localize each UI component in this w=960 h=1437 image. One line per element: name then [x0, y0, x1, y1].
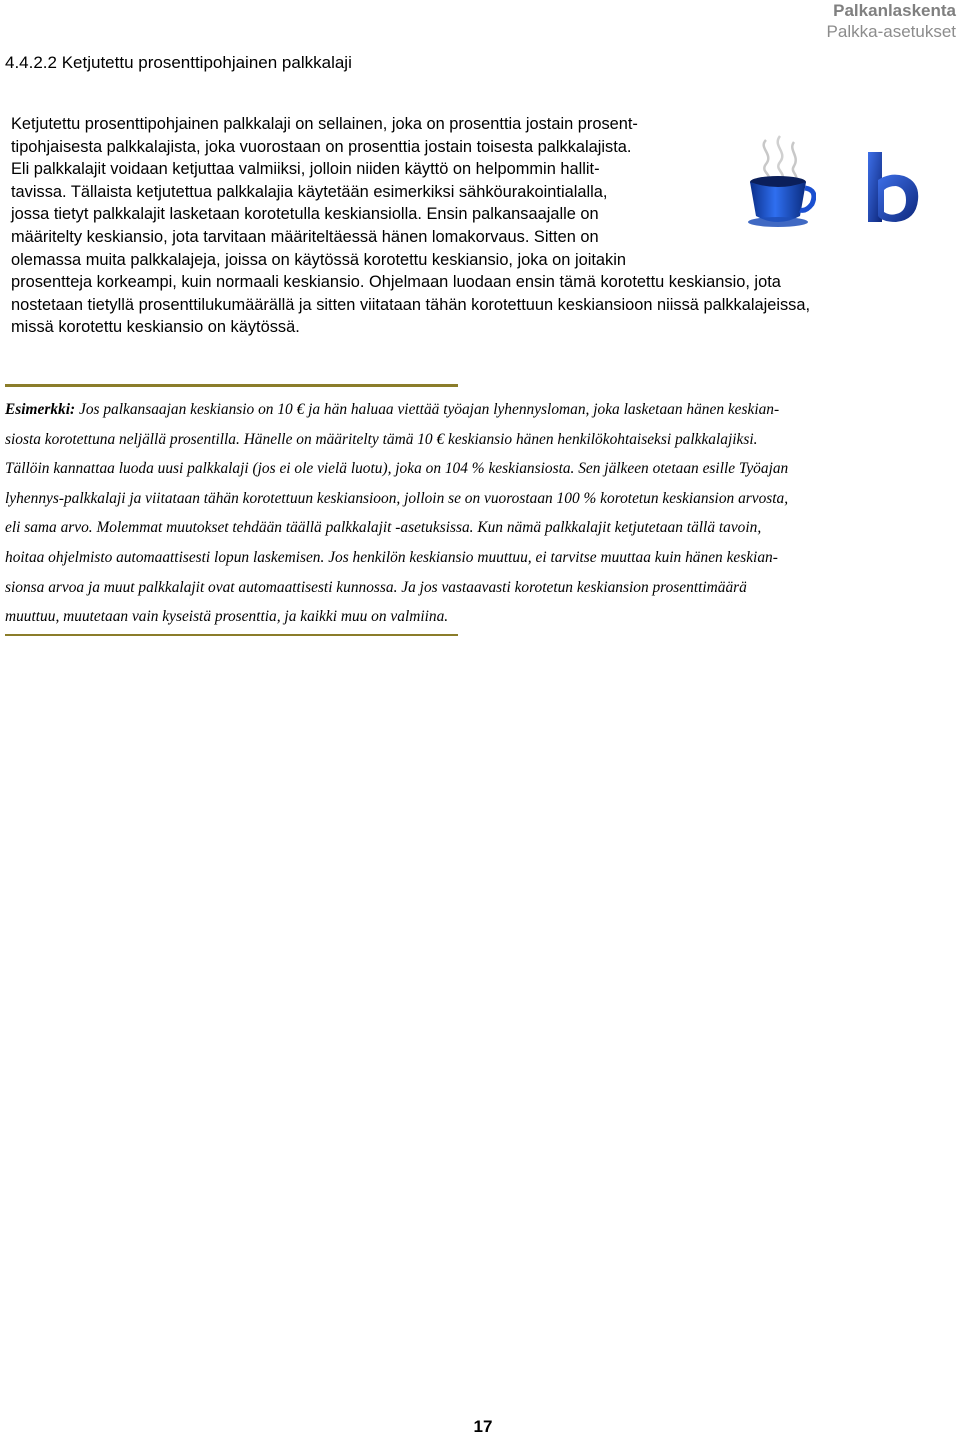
header-title: Palkanlaskenta — [833, 1, 956, 20]
body-line: tavissa. Tällaista ketjutettua palkkalajia käytetään esimerkiksi sähköurakointialalla, — [11, 182, 608, 201]
example-line: lyhennys-palkkalaji ja viitataan tähän korotettuun keskiansioon, jolloin se on vuorostaan 100 % korotetun keskiansion arvosta, — [5, 489, 789, 507]
example-line: siosta korotettuna neljällä prosentilla. Hänelle on määritelty tämä 10 € keskiansio hänen henkilökohtaiseksi palkkalajiksi. — [5, 430, 758, 448]
body-line: Ketjutettu prosenttipohjainen palkkalaji on sellainen, joka on prosenttia jostain prosent- — [11, 115, 638, 133]
example-line: Tällöin kannattaa luoda uusi palkkalaji (jos ei ole vielä luotu), joka on 104 % keskiansiosta. Sen jälkeen otetaan esille Työajan — [5, 460, 789, 478]
section-heading: 4.4.2.2 Ketjutettu prosenttipohjainen palkkalaji — [5, 53, 352, 72]
body-line: prosentteja korkeampi, kuin normaali keskiansio. Ohjelmaan luodaan ensin tämä korotettu keskiansio, jota — [11, 273, 781, 292]
example-box — [5, 395, 955, 632]
body-line: Eli palkkalajit voidaan ketjuttaa valmiiksi, jolloin niiden käyttö on helpommin hallit- — [11, 160, 600, 179]
body-line: nostetaan tietyllä prosenttilukumäärällä ja sitten viitataan tähän korotettuun keskiansioon niissä palkkalajeissa, — [11, 295, 811, 314]
header-subtitle: Palkka-asetukset — [826, 22, 956, 41]
example-top-rule — [5, 384, 458, 387]
page-number: 17 — [473, 1417, 493, 1436]
body-line: määritelty keskiansio, jota tarvitaan määriteltäessä hänen lomakorvaus. Sitten on — [11, 227, 599, 246]
body-line: jossa tietyt palkkalajit lasketaan korotetulla keskiansiolla. Ensin palkansaajalle on — [11, 205, 599, 224]
example-line: sionsa arvoa ja muut palkkalajit ovat automaattisesti kunnossa. Ja jos vastaavasti korotetun keskiansion prosenttimäärä — [5, 578, 747, 596]
page-header — [827, 0, 956, 42]
letter-b-icon — [864, 150, 924, 226]
body-line: tipohjaisesta palkkalajista, joka vuorostaan on prosenttia jostain toisesta palkkalajista. — [11, 137, 632, 156]
body-line: missä korotettu keskiansio on käytössä. — [11, 318, 300, 337]
coffee-cup-icon — [744, 134, 816, 230]
example-bottom-rule — [5, 634, 458, 636]
example-first-line-text: Jos palkansaajan keskiansio on 10 € ja hän haluaa viettää työajan lyhennysloman, joka lasketaan hänen keskian- — [78, 401, 780, 418]
example-line: muuttuu, muutetaan vain kyseistä prosenttia, ja kaikki muu on valmiina. — [5, 608, 449, 626]
example-line: eli sama arvo. Molemmat muutokset tehdään täällä palkkalajit -asetuksissa. Kun nämä palkkalajit ketjutetaan tällä tavoin, — [5, 519, 762, 537]
example-label: Esimerkki: — [5, 401, 76, 418]
example-line: hoitaa ohjelmisto automaattisesti lopun laskemisen. Jos henkilön keskiansio muuttuu, ei tarvitse muuttaa kuin hänen keskian- — [5, 548, 778, 566]
body-line: olemassa muita palkkalajeja, joissa on käytössä korotettu keskiansio, joka on joitakin — [11, 250, 626, 269]
example-line — [5, 395, 955, 425]
